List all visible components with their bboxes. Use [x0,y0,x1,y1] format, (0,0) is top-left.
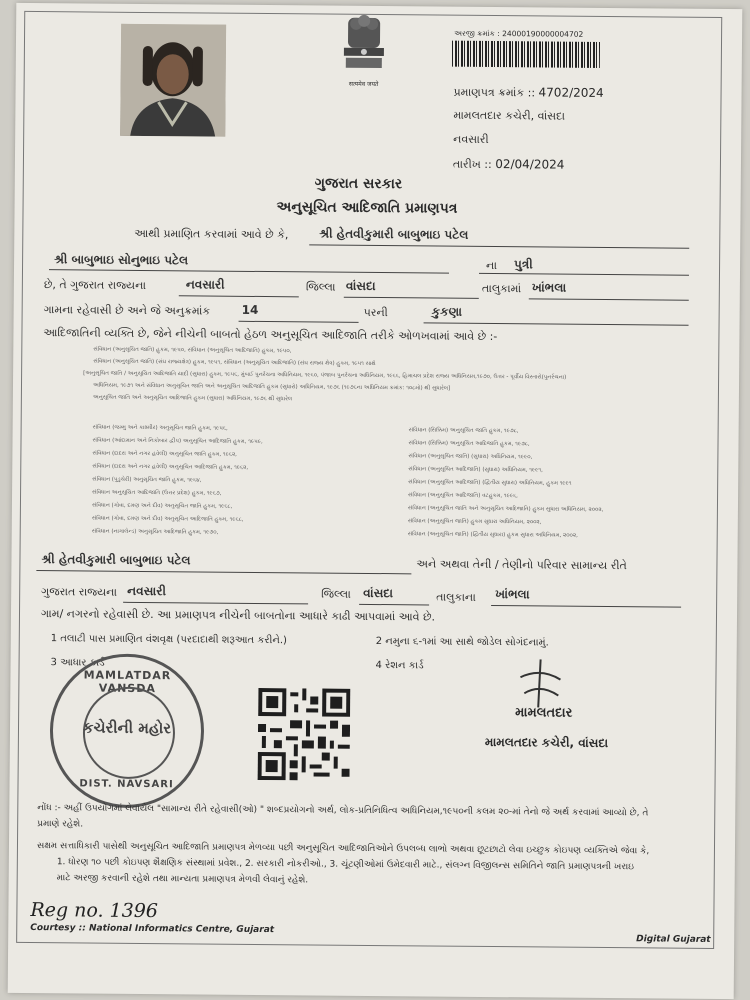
certificate-number-label: પ્રમાણપત્ર ક્રમાંક :: [453,85,536,100]
footer-courtesy: Courtesy :: National Informatics Centre, Gujarat [30,923,275,936]
certificate-date [453,157,565,173]
handwritten-reg-number: Reg no. 1396 [30,899,159,923]
office-name: મામલતદાર કચેરી, વાંસદા [453,108,565,123]
certificate-number [454,85,604,101]
tribe-text: આદિજાતિની વ્યક્તિ છે, જેને નીચેની બાબતો હેઠળ અનુસૂચિત આદિજાતિ તરીકે ઓળખવામાં આવે છે :- [43,326,498,344]
tribe-label: પરની [363,305,388,320]
signature-office: મામલતદાર કચેરી, વાંસદા [484,734,609,751]
resident-text: ગામના રહેવાસી છે અને જે અનુક્રમાંક [43,303,211,318]
orders-left-item: સંવિધાન (દાદરા અને નગર હવેલી) અનુસૂચિત જાતિ હુકમ, ૧૯૬૨, [92,450,237,458]
government-title: ગુજરાત સરકાર [314,175,403,193]
section2-name: શ્રી હેતવીકુમારી બાબુભાઇ પટેલ [41,552,191,568]
qr-code [258,688,351,785]
tribe-value: કુકણા [431,304,463,319]
basis-item-4: 4 રેશન કાર્ડ [375,660,424,672]
note-line: 1. ધોરણ ૧૦ પછી કોઇપણ શૈક્ષણિક સંસ્થામાં પ્રવેશ., 2. સરકારી નોકરીઓ., 3. ચૂંટણીઓમાં ઉમેદવારી માટે., સંલગ્ન વિજીલન્સ સમિતિને જાતિ પ્રમાણપત્રની ખરાઇ [56,857,635,873]
section2-resident-text: ગામ/ નગરનો રહેવાસી છે. આ પ્રમાણપત્ર નીચેની બાબતોના આધારે કાઢી આપવામાં આવે છે. [40,607,436,624]
note-block [37,800,718,892]
section2-taluka-value: વાંસદા [363,585,394,601]
certificate-sheet [8,3,743,999]
date-label: તારીખ :: [452,157,492,172]
orders-top-list [83,344,714,409]
orders-left-item: સંવિધાન (ગોવા, દમણ અને દીવ) અનુસૂચિત આદિજાતિ હુકમ, ૧૯૬૮, [91,515,244,523]
orders-left-item: સંવિધાન (જમ્મુ અને કાશ્મીર) અનુસૂચિત જાતિ હુકમ, ૧૯૫૬, [92,424,228,432]
application-number: અરજી ક્રમાંક : 24000190000004702 [454,28,584,39]
applicant-photo [120,24,226,137]
orders-left-item: સંવિધાન (પુડુચેરી) અનુસૂચિત જાતિ હુકમ, ૧૯૬૪, [92,476,202,484]
seal-mid-text: કચેરીની મહોર [82,718,172,738]
orders-right-list [408,424,719,544]
orders-top-item: [અનુસૂચિત જાતિ / અનુસૂચિત આદિજાતિ યાદી (સુધારા) હુકમ, ૧૯૫૬, મુંબઈ પુનર્રચના અધિનિયમ, ૧૯૬૦, પંજાબ પુનર્રચના અધિનિયમ, ૧૯૬૬, હિમાચલ પ્રદેશ રાજ્ય અધિનિયમ,૧૯૭૦, ઉત્તર - પૂર્વીય વિસ્તારો(પુનર્રચના) [83,370,567,381]
note-line: પ્રમાણે રહેશે. [37,819,84,830]
state-prefix: છે, તે ગુજરાત રાજ્યના [43,278,147,292]
village-value: ખાંભલા [531,280,567,295]
orders-right-item: સંવિધાન (અનુસૂચિત આદિજાતિ) વટહુકમ, ૧૯૯૬, [408,492,518,500]
application-number-label: અરજી ક્રમાંક [454,28,495,39]
date-value: 02/04/2024 [495,157,565,172]
orders-right-item: સંવિધાન (અનુસૂચિત જાતિ અને અનુસૂચિત આદિજાતિ) હુકમ સુધારા અધિનિયમ, ૨૦૦૨, [407,505,604,513]
orders-left-item: સંવિધાન (દાદરા અને નગર હવેલી) અનુસૂચિત આદિજાતિ હુકમ, ૧૯૬૨, [92,463,249,471]
orders-top-item: અધિનિયમ, ૧૯૭૧ અને સંવિધાન અનુસૂચિત જાતિ અને અનુસૂચિત આદિજાતિ હુકમ (સુધારો) અધિનિયમ, ૧૯૭૬ (૧૯૭૬ના અધિનિયમ ક્રમાંક: ૧૦૮મો) થી સુધારેલ] [92,382,451,392]
section2-district-label: જિલ્લા [321,587,351,601]
barcode [452,41,600,68]
taluka-label: તાલુકામાં [481,281,522,296]
district-value: નવસારી [185,277,225,292]
orders-right-item: સંવિધાન (સિક્કિમ) અનુસૂચિત આદિજાતિ હુકમ, ૧૯૭૮, [408,440,530,448]
basis-item-3: 3 આધાર કાર્ડ [50,657,105,669]
note-line: નોંધ :- અહીં ઉપયોગમાં લેવાયેલ "સામાન્ય રીતે રહેવાસી(ઓ) " શબ્દપ્રયોગનો અર્થ, લોક-પ્રતિનિધિત્વ અધિનિયમ,૧૯૫૦ની કલમ ૨૦-માં તેનો જે અર્થ કરવામાં આવ્યો છે, તે [37,803,649,819]
section2-family-text: અને અથવા તેની / તેણીનો પરિવાર સામાન્ય રીતે [416,557,627,573]
certificate-number-value: 4702/2024 [538,85,604,100]
orders-right-item: સંવિધાન (સિક્કિમ) અનુસૂચિત જાતિ હુકમ, ૧૯૭૮, [408,427,519,435]
section2-village-value: ખાંભલા [495,587,530,602]
seal-bottom-text: DIST. NAVSARI [79,778,174,791]
certify-text: આથી પ્રમાણિત કરવામાં આવે છે કે, [134,226,289,242]
relation-label: ના [486,258,498,273]
basis-item-1: 1 તલાટી પાસ પ્રમાણિત વંશવૃક્ષ (પરદાદાથી શરૂઆત કરીને.) [50,633,288,647]
serial-number: 14 [241,302,259,317]
orders-top-item: સંવિધાન (અનુસૂચિત જાતિ) (સંઘ રાજ્યક્ષેત્ર) હુકમ, ૧૯૫૧, સંવિધાન (અનુસૂચિત આદિજાતિ) (સંઘ રાજ્ય ક્ષેત્ર) હુકમ, ૧૯૫૧ સાથે [93,358,376,368]
district-label: જિલ્લા [305,280,336,294]
orders-right-item: સંવિધાન (અનુસૂચિત જાતિ) હુકમ સુધારા અધિનિયમ, ૨૦૦૨, [407,518,542,526]
orders-right-item: સંવિધાન (અનુસૂચિત આદિજાતિ) (દ્વિતીય સુધારા) અધિનિયમ, હુકમ ૧૯૯૧ [408,479,572,487]
father-name: શ્રી બાબુભાઇ સોનુભાઇ પટેલ [54,252,189,268]
orders-top-item: અનુસૂચિત જાતિ અને અનુસૂચિત આદિજાતિ હુકમ (સુધારા) અધિનિયમ, ૧૯૭૬ થી સુધારેલ [92,394,293,403]
application-number-value: 24000190000004702 [502,29,584,39]
note-line: માટે અરજી કરવાની રહેશે તથા માન્યતા પ્રમાણપત્ર મેળવી લેવાનું રહેશે. [56,873,309,886]
relation-value: પુત્રી [514,257,533,272]
certificate-title: અનુસૂચિત આદિજાતિ પ્રમાણપત્ર [276,199,458,217]
seal-top-text: MAMLATDAR VANSDA [83,668,172,696]
office-district: નવસારી [453,132,489,146]
taluka-value: વાંસદા [345,278,376,293]
signature-title: મામલતદાર [515,705,573,721]
orders-top-item: સંવિધાન (અનુસૂચિત જાતિ) હુકમ, ૧૯૫૦, સંવિધાન (અનુસૂચિત આદિજાતિ) હુકમ, ૧૯૫૦, [93,346,292,355]
office-seal [49,653,204,808]
applicant-name: શ્રી હેતવીકુમારી બાબુભાઇ પટેલ [319,226,469,242]
emblem-caption: सत्यमेव जयते [348,80,379,89]
section2-state-prefix: ગુજરાત રાજ્યના [41,585,118,599]
orders-left-item: સંવિધાન (આંદામાન અને નિકોબાર દ્વીપ) અનુસૂચિત આદિજાતિ હુકમ, ૧૯૫૯, [92,437,263,446]
orders-right-item: સંવિધાન (અનુસૂચિત જાતિ) (દ્વિતીય સુધારા) હુકમ સુધારા અધિનિયમ, ૨૦૦૨, [407,531,578,539]
national-emblem-icon [334,10,395,91]
section2-district-value: નવસારી [127,583,166,599]
orders-right-item: સંવિધાન (અનુસૂચિત જાતિ) (સુધારા) અધિનિયમ, ૧૯૯૦, [408,453,533,461]
orders-left-item: સંવિધાન (નાગાલેન્ડ) અનુસૂચિત આદિજાતિ હુકમ, ૧૯૭૦, [91,528,219,536]
basis-item-2: 2 નમુના ૬-૧માં આ સાથે જોડેલ સોગંદનામું. [375,636,549,649]
orders-left-list [92,422,393,542]
section2-taluka-label: તાલુકાના [436,590,476,604]
orders-left-item: સંવિધાન (ગોવા, દમણ અને દીવ) અનુસૂચિત જાતિ હુકમ, ૧૯૬૮, [91,502,233,510]
orders-left-item: સંવિધાન અનુસૂચિત આદિજાતિ (ઉત્તર પ્રદેશ) હુકમ, ૧૯૬૭, [92,489,222,497]
note-line: સક્ષમ સત્તાધિકારી પાસેથી અનુસૂચિત આદિજાતિ પ્રમાણપત્ર મેળવ્યા પછી અનુસૂચિત આદિજાતિઓને ઉપલબ્ધ લાભો અથવા છૂટછાટો લેવા ઇચ્છુક કોઇપણ વ્યક્તિએ જેવા કે, [36,841,650,857]
footer-brand: Digital Gujarat [636,934,711,945]
orders-right-item: સંવિધાન (અનુસૂચિત આદિજાતિ) (સુધારા) અધિનિયમ, ૧૯૯૧, [408,466,543,474]
